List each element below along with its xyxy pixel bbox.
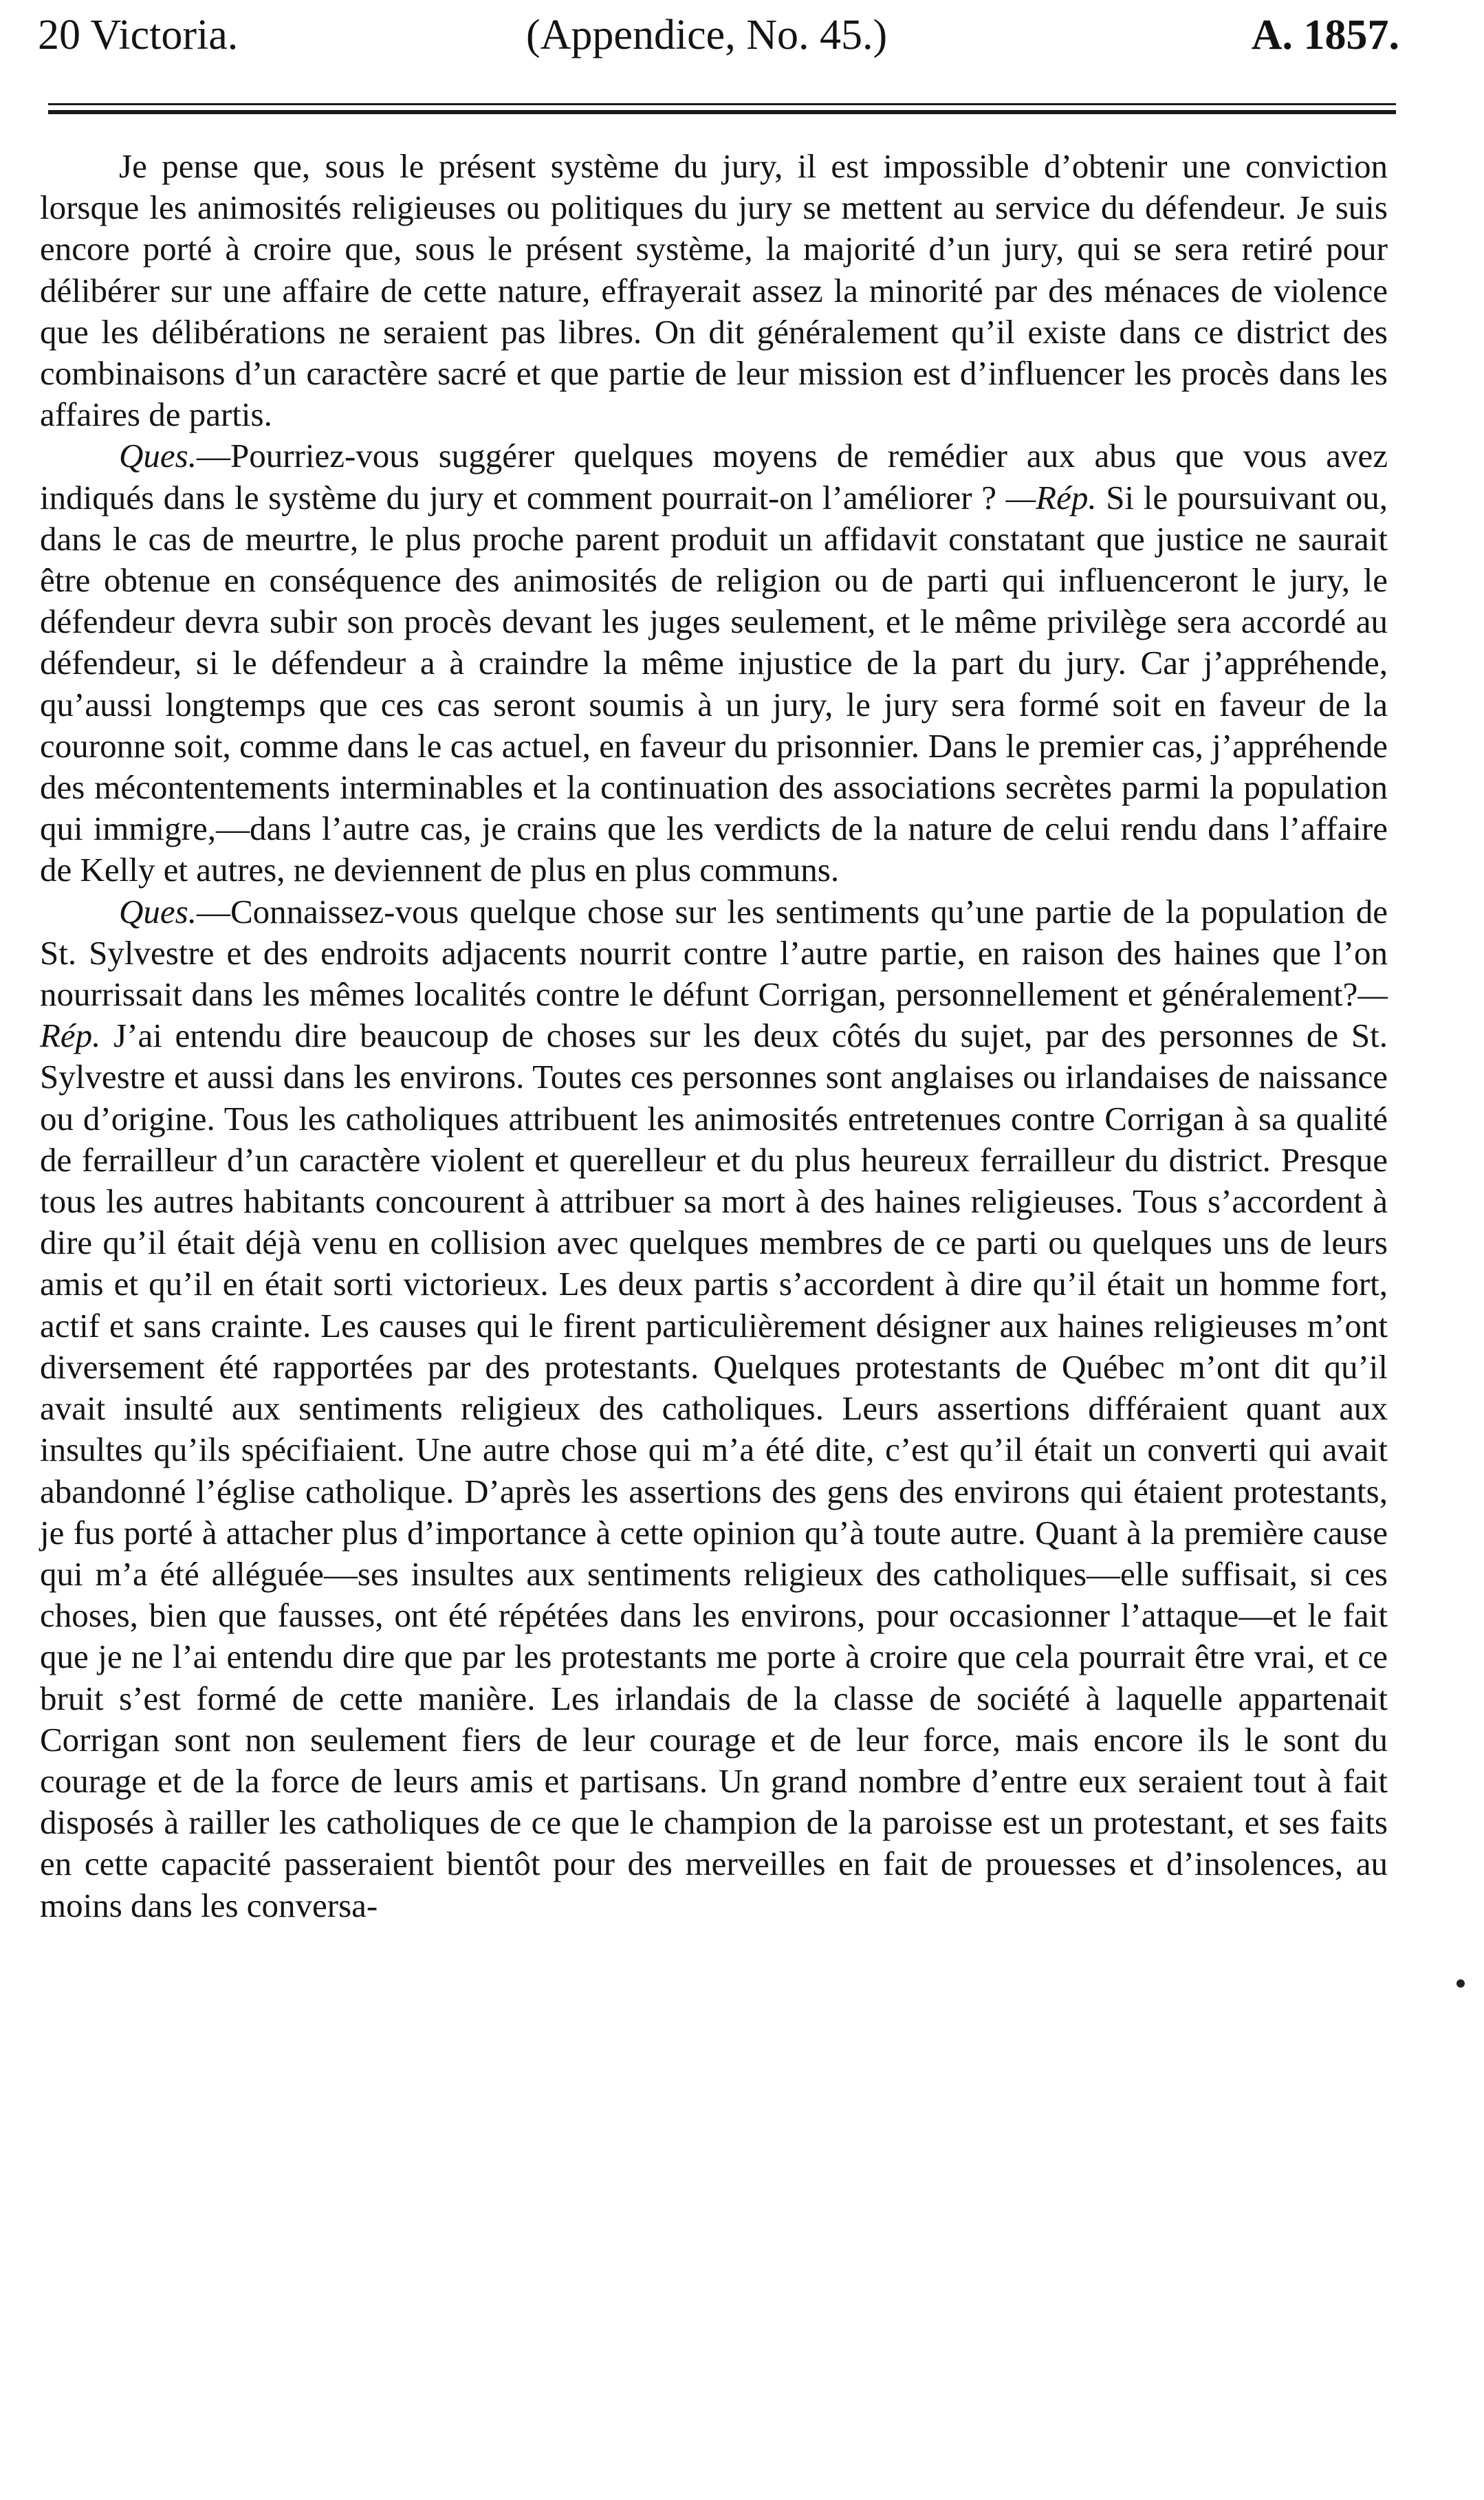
answer-text: J’ai entendu dire beaucoup de choses sur les deux côtés du sujet, par des personnes de St. Sylvestre et aussi dans les environs. Toutes ces personnes sont anglaises ou irlandaises de naissance ou d’origine. Tous les catholiques attribuent les animosités entretenues contre Corrigan à sa qualité de ferrailleur d’un caractère violent et querelleur et du plus heureux ferrailleur du district. Presque tous les autres habitants concourent à attribuer sa mort à des haines religieuses. Tous s’accordent à dire qu’il était déjà venu en collision avec quelques membres de ce parti ou quelques uns de leurs amis et qu’il en était sorti victorieux. Les deux partis s’accordent à dire qu’il était un homme fort, actif et sans crainte. Les causes qui le firent particulièrement désigner aux haines religieuses m’ont diversement été rapportées par des protestants. Quelques protestants de Québec m’ont dit qu’il avait insulté aux sentiments religieux des catholiques. Leurs assertions différaient quant aux insultes qu’ils spécifiaient. Une autre chose qui m’a été dite, c’est qu’il était un converti qui avait abandonné l’église catholique. D’après les assertions des gens des environs qui étaient protestants, je fus porté à attacher plus d’importance à cette opinion qu’à toute autre. Quant à la première cause qui m’a été alléguée—ses insultes aux sentiments religieux des catholiques—elle suffisait, si ces choses, bien que fausses, ont été répétées dans les environs, pour occasionner l’attaque—et le fait que je ne l’ai entendu dire que par les protestants me porte à croire que cela pourrait être vrai, et ce bruit s’est formé de cette manière. Les irlandais de la classe de société à laquelle appartenait Corrigan sont non seulement fiers de leur courage et de leur force, mais encore ils le sont du courage et de la force de leurs amis et partisans. Un grand nombre d’entre eux seraient tout à fait disposés à railler les catholiques de ce que le champion de la paroisse est un protestant, et ses faits en cette capacité passeraient bientôt pour des merveilles en fait de prouesses et d’insolences, au moins dans les conversa- [40,1017,1388,1924]
margin-dot [1456,1979,1465,1988]
paragraph-question-remedy [40,435,1388,891]
paragraph-opinion-jury [40,146,1388,435]
question-text: —Pourriez-vous suggérer quelques moyens de remédier aux abus que vous avez indiqués dans le système du jury et comment pourrait-on l’améliorer ? [40,437,1388,517]
question-text: —Connaissez-vous quelque chose sur les sentiments qu’une partie de la population de St. Sylvestre et des endroits adjacents nourrit contre l’autre partie, en raison des haines que l’on nourrissait dans les mêmes localités contre le défunt Corrigan, personnellement et généralement? [40,892,1388,1014]
document-body [40,146,1388,1926]
answer-label: —Rép. [1005,478,1097,517]
paragraph-text: Je pense que, sous le présent système du jury, il est impossible d’obtenir une conviction lorsque les animosités religieuses ou politiques du jury se mettent au service du défendeur. Je suis encore porté à croire que, sous le présent système, la majorité d’un jury, qui se sera retiré pour délibérer sur une affaire de cette nature, effrayerait assez la minorité par des ménaces de violence que les délibérations ne seraient pas libres. On dit généralement qu’il existe dans ce district des combinaisons d’un caractère sacré et que partie de leur mission est d’influencer les procès dans les affaires de partis. [40,147,1388,434]
header-rule-thin [48,103,1396,105]
header-year: A. 1857. [1251,12,1399,58]
header-appendix: (Appendice, No. 45.) [526,12,888,58]
page-header [38,4,1399,66]
question-label: Ques. [119,437,197,475]
question-label: Ques. [119,892,197,931]
paragraph-question-corrigan [40,891,1388,1926]
answer-label: —Rép. [40,975,1388,1055]
header-rule-thick [48,110,1396,114]
header-session: 20 Victoria. [38,12,239,58]
answer-text: Si le poursuivant ou, dans le cas de meurtre, le plus proche parent produit un affidavit constatant que justice ne saurait être obtenue en conséquence des animosités de religion ou de parti qui influenceront le jury, le défendeur devra subir son procès devant les juges seulement, et le même privilège sera accordé au défendeur, si le défendeur a à craindre la même injustice de la part du jury. Car j’appréhende, qu’aussi longtemps que ces cas seront soumis à un jury, le jury sera formé soit en faveur de la couronne soit, comme dans le cas actuel, en faveur du prisonnier. Dans le premier cas, j’appréhende des mécontentements interminables et la continuation des associations secrètes parmi la population qui immigre,—dans l’autre cas, je crains que les verdicts de la nature de celui rendu dans l’affaire de Kelly et autres, ne deviennent de plus en plus communs. [40,478,1388,889]
